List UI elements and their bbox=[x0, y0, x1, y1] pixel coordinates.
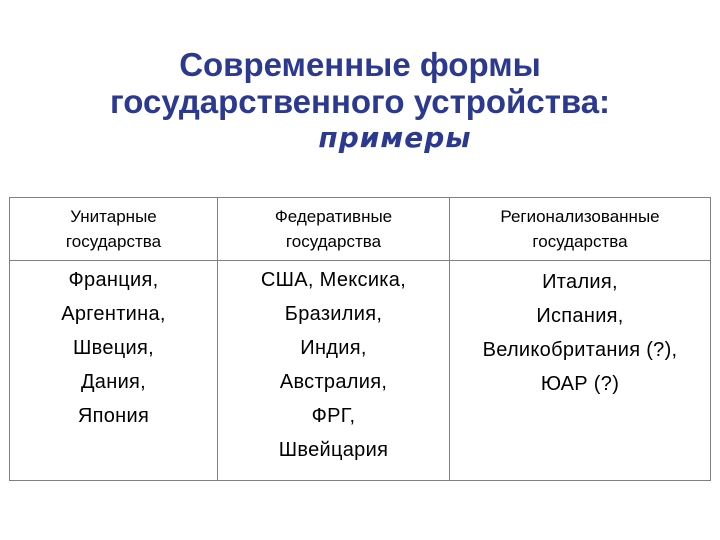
list-item: Бразилия, bbox=[284, 303, 383, 325]
header-text: Унитарные bbox=[70, 207, 157, 226]
title-line-1: Современные формы bbox=[179, 46, 541, 83]
list-item: Швеция, bbox=[73, 337, 154, 359]
header-text: государства bbox=[65, 232, 162, 251]
list-item: Аргентина, bbox=[61, 303, 166, 325]
title-line-2: государственного устройства: bbox=[109, 83, 611, 120]
title-subtitle: примеры bbox=[318, 121, 472, 154]
list-item: Швейцария bbox=[278, 439, 389, 461]
list-item: Испания, bbox=[536, 305, 624, 327]
list-item: Австралия, bbox=[279, 371, 388, 393]
header-text: государства bbox=[285, 232, 382, 251]
header-unitary bbox=[10, 198, 218, 261]
cell-regionalized-examples bbox=[450, 261, 711, 481]
table-header-row bbox=[10, 198, 711, 261]
header-text: Регионализованные bbox=[500, 207, 660, 226]
list-item: ФРГ, bbox=[311, 405, 356, 427]
header-federal bbox=[218, 198, 450, 261]
list-item: Индия, bbox=[300, 337, 367, 359]
list-item: Франция, bbox=[68, 269, 159, 291]
header-text: государства bbox=[532, 232, 628, 251]
examples-table bbox=[9, 197, 711, 481]
list-item: Япония bbox=[77, 405, 150, 427]
list-item: Италия, bbox=[542, 271, 618, 293]
header-text: Федеративные bbox=[274, 207, 393, 226]
cell-unitary-examples bbox=[10, 261, 218, 481]
list-item: Великобритания (?), bbox=[482, 339, 678, 361]
list-item: США, Мексика, bbox=[260, 269, 407, 291]
list-item: Дания, bbox=[80, 371, 147, 393]
header-regionalized bbox=[450, 198, 711, 261]
slide-title bbox=[0, 46, 720, 155]
list-item: ЮАР (?) bbox=[540, 373, 620, 395]
table-body-row bbox=[10, 261, 711, 481]
cell-federal-examples bbox=[218, 261, 450, 481]
